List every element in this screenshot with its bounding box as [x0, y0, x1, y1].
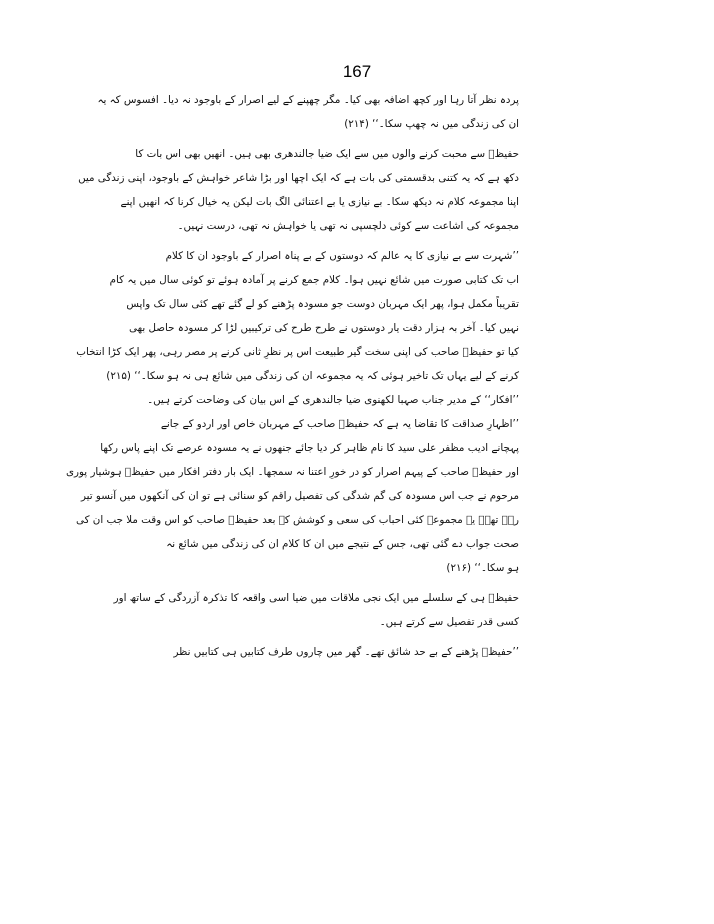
- text-line: کیا تو حفیظؔ صاحب کی اپنی سخت گیر طبیعت اس پر نظرِ ثانی کرنے پر مصر رہی، پھر ایک کڑا انتخاب: [76, 346, 519, 358]
- text-line: صحت جواب دے گئی تھی، جس کے نتیجے میں ان کا کلام ان کی زندگی میں شائع نہ: [166, 538, 519, 550]
- body-text: [65, 88, 519, 664]
- page-number: 167: [342, 62, 372, 81]
- paragraph: [147, 388, 519, 412]
- text-line: مرحوم نے جب اس مسودہ کی گم شدگی کی تفصیل راقم کو سنائی ہے تو ان کی آنکھوں میں آنسو تیر: [80, 490, 519, 502]
- paragraph: [78, 142, 519, 238]
- paragraph: [173, 640, 519, 664]
- text-line: ’’حفیظؔ پڑھنے کے بے حد شائق تھے۔ گھر میں چاروں طرف کتابیں ہی کتابیں نظر: [173, 646, 519, 658]
- text-line: ’’افکار‘‘ کے مدیر جناب صہبا لکھنوی ضیا جالندھری کے اس بیان کی وضاحت کرتے ہیں۔: [147, 394, 519, 406]
- text-line: اور حفیظؔ صاحب کے پیہم اصرار کو در خورِ اعتنا نہ سمجھا۔ ایک بار دفتر افکار میں حفیظؔ ہوشیار پوری: [65, 466, 519, 478]
- text-line: ہو سکا۔‘‘ (۲۱۶): [446, 562, 519, 574]
- text-line: ان کی زندگی میں نہ چھپ سکا۔‘‘ (۲۱۴): [344, 118, 519, 130]
- text-line: اب تک کتابی صورت میں شائع نہیں ہوا۔ کلام جمع کرنے پر آمادہ ہوئے تو کوئی سال میں یہ کام: [109, 274, 519, 286]
- text-line: ’’شہرت سے بے نیازی کا یہ عالم کہ دوستوں کے بے پناہ اصرار کے باوجود ان کا کلام: [165, 250, 519, 262]
- text-line: مجموعہ کی اشاعت سے کوئی دلچسپی نہ تھی یا خواہش نہ تھی، درست نہیں۔: [177, 220, 519, 232]
- paragraph: [97, 88, 519, 136]
- text-line: دکھ ہے کہ یہ کتنی بدقسمتی کی بات ہے کہ ایک اچھا اور بڑا شاعر خواہش کے باوجود، اپنی زندگی میں: [78, 172, 519, 184]
- text-line: کرنے کے لیے یہاں تک تاخیر ہوئی کہ یہ مجموعہ ان کی زندگی میں شائع ہی نہ ہو سکا۔‘‘ (۲۱۵): [106, 370, 519, 382]
- text-line: ’’اظہارِ صداقت کا تقاضا یہ ہے کہ حفیظؔ صاحب کے مہربان خاص اور اردو کے جانے: [160, 418, 519, 430]
- paragraph: [76, 244, 519, 388]
- text-line: تقریباً مکمل ہوا، پھر ایک مہربان دوست جو مسودہ پڑھنے کو لے گئے تھے کئی سال تک واپس: [126, 298, 519, 310]
- text-line: رہے تھے۔ یہ مجموعہ کئی احباب کی سعی و کوشش کے بعد حفیظؔ صاحب کو اس وقت ملا جب ان کی: [76, 514, 519, 526]
- text-line: اپنا مجموعہ کلام نہ دیکھ سکا۔ بے نیازی یا بے اعتنائی الگ بات لیکن یہ خیال کرنا کہ انھیں اپنے: [120, 196, 519, 208]
- text-line: نہیں کیا۔ آخر بہ ہزار دقت یار دوستوں نے طرح طرح کی ترکیبیں لڑا کر مسودہ حاصل بھی: [129, 322, 519, 334]
- paragraph: [65, 412, 519, 580]
- text-line: حفیظؔ سے محبت کرنے والوں میں سے ایک ضیا جالندھری بھی ہیں۔ انھیں بھی اس بات کا: [135, 148, 519, 160]
- paragraph: [113, 586, 519, 634]
- text-line: کسی قدر تفصیل سے کرتے ہیں۔: [379, 616, 519, 628]
- text-line: پہچانے ادیب مظفر علی سید کا نام ظاہر کر دیا جائے جنھوں نے یہ مسودہ عرصے تک اپنے پاس رکھا: [100, 442, 519, 454]
- text-line: پردہ نظر آتا رہا اور کچھ اضافہ بھی کیا۔ مگر چھپنے کے لیے اصرار کے باوجود نہ دیا۔ افسوس کہ یہ: [97, 94, 519, 106]
- text-line: حفیظؔ ہی کے سلسلے میں ایک نجی ملاقات میں ضیا اسی واقعہ کا تذکرہ آزردگی کے ساتھ اور: [113, 592, 519, 604]
